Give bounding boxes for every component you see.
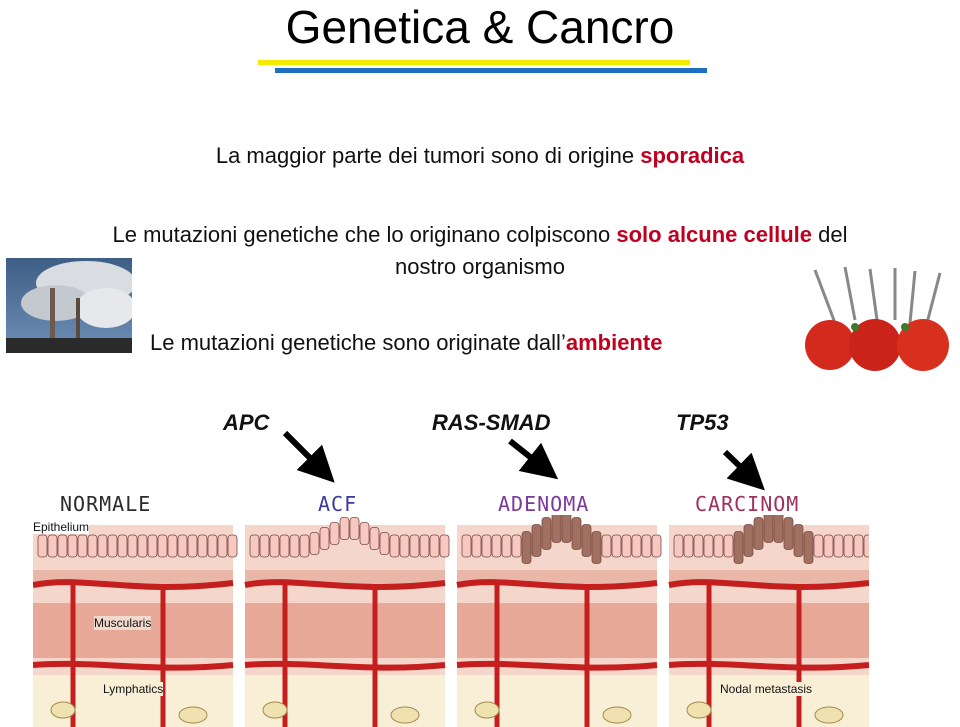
- label-muscularis: Muscularis: [94, 616, 152, 630]
- epithelial-cell: [108, 535, 117, 557]
- epithelial-cell: [652, 535, 661, 557]
- factory-smoke-image: [6, 258, 132, 353]
- epithelial-cell: [310, 533, 319, 555]
- muscularis-layer: [245, 603, 445, 658]
- epithelial-cell: [280, 535, 289, 557]
- epithelial-cell: [178, 535, 187, 557]
- epithelial-cell: [158, 535, 167, 557]
- epithelial-cell: [88, 535, 97, 557]
- epithelial-cell: [602, 535, 611, 557]
- epithelial-cell: [350, 518, 359, 540]
- epithelial-cell: [844, 535, 853, 557]
- epithelial-cell: [430, 535, 439, 557]
- epithelial-cell: [138, 535, 147, 557]
- arrow-tp53: [725, 452, 752, 478]
- epithelial-cell: [400, 535, 409, 557]
- title-rule-yellow: [258, 60, 690, 65]
- lymph-node: [603, 707, 631, 723]
- statement-environment: Le mutazioni genetiche sono originate dall’ambiente: [150, 330, 663, 355]
- epithelial-cell: [330, 523, 339, 545]
- label-epithelium: Epithelium: [33, 520, 90, 534]
- epithelial-cell: [420, 535, 429, 557]
- label-lymphatics: Lymphatics: [103, 682, 164, 696]
- epithelial-cell: [198, 535, 207, 557]
- epithelial-cell: [290, 535, 299, 557]
- epithelial-cell: [118, 535, 127, 557]
- stage-carcinoma: CARCINOM: [695, 492, 800, 516]
- epithelial-cell: [592, 532, 601, 564]
- tomatoes-syringes-image: [795, 265, 960, 377]
- epithelial-cell: [794, 525, 803, 557]
- epithelial-cell: [612, 535, 621, 557]
- epithelial-cell: [512, 535, 521, 557]
- epithelial-cell: [482, 535, 491, 557]
- tissue-panel: [457, 515, 661, 727]
- epithelial-cell: [834, 535, 843, 557]
- epithelial-cell: [492, 535, 501, 557]
- stage-normale: NORMALE: [60, 492, 152, 516]
- epithelial-cell: [462, 535, 471, 557]
- epithelial-cell: [714, 535, 723, 557]
- epithelial-cell: [370, 528, 379, 550]
- arrow-ras-smad: [510, 441, 544, 468]
- label-nodal-metastasis: Nodal metastasis: [720, 682, 813, 696]
- epithelial-cell: [582, 525, 591, 557]
- epithelial-cell: [522, 532, 531, 564]
- stage-acf: ACF: [318, 492, 358, 516]
- epithelial-cell: [320, 528, 329, 550]
- tissue-panel: [245, 518, 449, 727]
- lymph-node: [815, 707, 843, 723]
- epithelial-cell: [622, 535, 631, 557]
- epithelial-cell: [228, 535, 237, 557]
- muscularis-layer: [669, 603, 869, 658]
- epithelial-cell: [260, 535, 269, 557]
- epithelial-cell: [694, 535, 703, 557]
- epithelial-cell: [784, 518, 793, 550]
- epithelial-cell: [674, 535, 683, 557]
- epithelial-cell: [270, 535, 279, 557]
- epithelial-cell: [390, 535, 399, 557]
- epithelial-cell: [572, 518, 581, 550]
- epithelial-cell: [168, 535, 177, 557]
- epithelial-cell: [562, 515, 571, 543]
- epithelial-cell: [744, 525, 753, 557]
- statement-sporadic: La maggior parte dei tumori sono di origine sporadica: [215, 143, 745, 168]
- epithelial-cell: [542, 518, 551, 550]
- epithelial-cell: [58, 535, 67, 557]
- lymph-node: [475, 702, 499, 718]
- epithelial-cell: [774, 515, 783, 543]
- muscularis-layer: [457, 603, 657, 658]
- title-rule-blue: [275, 68, 707, 73]
- statement-cells-cont: nostro organismo: [395, 254, 565, 279]
- stage-adenoma: ADENOMA: [498, 492, 590, 516]
- epithelial-cell: [864, 535, 869, 557]
- epithelial-cell: [68, 535, 77, 557]
- epithelial-cell: [38, 535, 47, 557]
- epithelial-cell: [410, 535, 419, 557]
- epithelial-cell: [824, 535, 833, 557]
- epithelial-cell: [188, 535, 197, 557]
- epithelial-cell: [360, 523, 369, 545]
- epithelial-cell: [532, 525, 541, 557]
- epithelial-cell: [854, 535, 863, 557]
- epithelial-cell: [218, 535, 227, 557]
- gene-ras-smad: RAS-SMAD: [432, 410, 551, 435]
- epithelial-cell: [128, 535, 137, 557]
- epithelial-cell: [804, 532, 813, 564]
- muscularis-layer: [33, 603, 233, 658]
- epithelial-cell: [632, 535, 641, 557]
- epithelial-cell: [724, 535, 733, 557]
- epithelial-cell: [764, 515, 773, 543]
- epithelial-cell: [98, 535, 107, 557]
- lymph-node: [687, 702, 711, 718]
- gene-apc: APC: [223, 410, 270, 435]
- epithelial-cell: [78, 535, 87, 557]
- lymph-node: [391, 707, 419, 723]
- lymph-node: [179, 707, 207, 723]
- lymph-node: [51, 702, 75, 718]
- arrow-apc: [285, 433, 322, 470]
- page-title: Genetica & Cancro: [285, 1, 675, 53]
- epithelial-cell: [380, 533, 389, 555]
- epithelial-cell: [472, 535, 481, 557]
- epithelial-cell: [440, 535, 449, 557]
- epithelial-cell: [250, 535, 259, 557]
- epithelial-cell: [704, 535, 713, 557]
- epithelial-cell: [754, 518, 763, 550]
- epithelial-cell: [552, 515, 561, 543]
- epithelial-cell: [48, 535, 57, 557]
- statement-cells: Le mutazioni genetiche che lo originano colpiscono solo alcune cellule del: [112, 222, 848, 247]
- epithelial-cell: [734, 532, 743, 564]
- epithelial-cell: [148, 535, 157, 557]
- epithelial-cell: [814, 535, 823, 557]
- lymph-node: [263, 702, 287, 718]
- epithelial-cell: [684, 535, 693, 557]
- gene-tp53: TP53: [676, 410, 729, 435]
- epithelial-cell: [340, 518, 349, 540]
- epithelial-cell: [208, 535, 217, 557]
- epithelial-cell: [642, 535, 651, 557]
- epithelial-cell: [502, 535, 511, 557]
- epithelial-cell: [300, 535, 309, 557]
